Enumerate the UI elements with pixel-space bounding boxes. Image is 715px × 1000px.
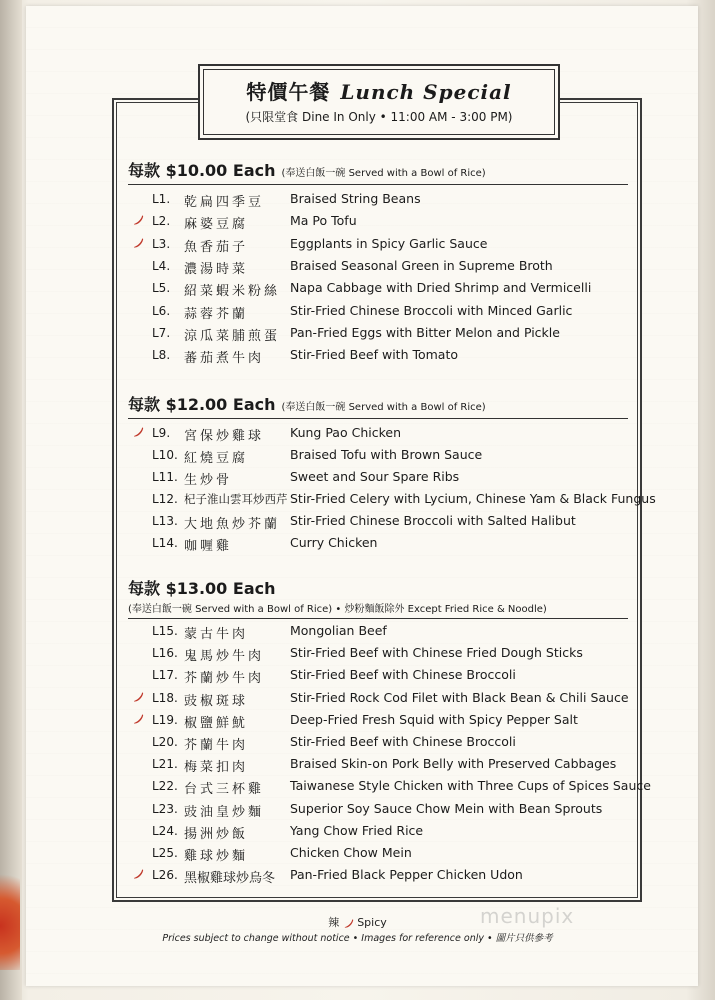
item-code: L6. — [152, 303, 171, 318]
menu-item — [120, 844, 630, 864]
title-en: Lunch Special — [340, 80, 512, 104]
item-code: L26. — [152, 868, 178, 883]
page-title — [200, 76, 558, 105]
item-name-en: Braised String Beans — [290, 191, 421, 206]
menu-item — [120, 534, 630, 554]
item-name-en: Braised Seasonal Green in Supreme Broth — [290, 257, 553, 273]
item-name-zh: 麻婆豆腐 — [184, 217, 249, 233]
section-price: 每款 $12.00 Each — [128, 395, 276, 414]
item-name-en: Pan-Fried Eggs with Bitter Melon and Pickle — [290, 324, 560, 340]
item-code: L11. — [152, 470, 178, 484]
menu-item — [120, 490, 656, 510]
item-name-zh: 紅燒豆腐 — [184, 451, 249, 466]
item-name-en: Stir-Fried Celery with Lycium, Chinese Yam & Black Fungus — [290, 491, 656, 506]
chili-icon — [132, 426, 144, 438]
item-code: L17. — [152, 668, 178, 683]
item-code: L10. — [152, 448, 178, 462]
section-price: 每款 $13.00 Each — [128, 579, 276, 598]
section-note: (奉送白飯一碗 Served with a Bowl of Rice) — [281, 168, 486, 179]
item-code: L12. — [152, 492, 178, 506]
item-code: L7. — [152, 325, 171, 340]
item-name-zh: 涼瓜菜脯煎蛋 — [184, 328, 281, 344]
item-name-en: Stir-Fried Chinese Broccoli with Salted Halibut — [290, 513, 576, 528]
item-code: L21. — [152, 757, 178, 772]
menu-item — [120, 279, 630, 299]
item-code: L16. — [152, 646, 178, 661]
menu-item — [120, 468, 630, 488]
item-name-zh: 杞子淮山雲耳炒西芹 — [184, 492, 288, 506]
item-name-zh: 黑椒雞球炒烏冬 — [184, 871, 276, 887]
item-name-zh: 蕃茄煮牛肉 — [184, 351, 265, 367]
item-name-en: Kung Pao Chicken — [290, 425, 401, 440]
item-name-zh: 紹菜蝦米粉絲 — [184, 284, 281, 300]
item-name-zh: 生炒骨 — [184, 473, 233, 488]
menu-item — [120, 622, 630, 642]
item-name-zh: 芥蘭炒牛肉 — [184, 671, 265, 687]
item-name-en: Braised Tofu with Brown Sauce — [290, 447, 483, 462]
item-name-en: Yang Chow Fried Rice — [290, 822, 424, 838]
item-code: L19. — [152, 712, 178, 727]
item-name-zh: 魚香茄子 — [184, 239, 249, 255]
item-code: L24. — [152, 823, 178, 838]
section-subnote: (奉送白飯一碗 Served with a Bowl of Rice) • 炒粉麵飯除外 Except Fried Rice & Noodle) — [128, 604, 547, 615]
item-name-en: Chicken Chow Mein — [290, 845, 412, 860]
menu-item — [120, 235, 630, 255]
item-name-zh: 蒜蓉芥蘭 — [184, 306, 249, 322]
section-header — [128, 576, 628, 619]
item-name-zh: 濃湯時菜 — [184, 261, 249, 277]
item-code: L13. — [152, 514, 178, 528]
menu-item — [120, 800, 630, 820]
menu-item — [120, 346, 630, 366]
item-name-en: Sweet and Sour Spare Ribs — [290, 469, 460, 484]
menu-item — [120, 711, 630, 731]
item-name-en: Stir-Fried Beef with Chinese Fried Dough Sticks — [290, 645, 583, 661]
item-name-zh: 揚洲炒飯 — [184, 826, 249, 842]
menu-item — [120, 512, 630, 532]
item-name-en: Deep-Fried Fresh Squid with Spicy Pepper Salt — [290, 711, 578, 727]
menu-item — [120, 424, 630, 444]
disclaimer: Prices subject to change without notice • Images for reference only • 圖片只供參考 — [162, 933, 553, 944]
item-name-en: Superior Soy Sauce Chow Mein with Bean Sprouts — [290, 800, 603, 816]
section-header — [128, 158, 628, 185]
item-code: L22. — [152, 779, 178, 794]
section-note: (奉送白飯一碗 Served with a Bowl of Rice) — [281, 402, 486, 413]
spicy-legend — [0, 914, 715, 930]
spicy-legend-en: Spicy — [357, 916, 387, 929]
item-name-en: Stir-Fried Rock Cod Filet with Black Bean & Chili Sauce — [290, 689, 629, 705]
item-code: L14. — [152, 536, 178, 550]
item-code: L23. — [152, 801, 178, 816]
menu-item — [120, 666, 630, 686]
item-name-zh: 鬼馬炒牛肉 — [184, 649, 265, 665]
item-code: L4. — [152, 258, 171, 273]
item-name-en: Stir-Fried Chinese Broccoli with Minced Garlic — [290, 302, 573, 318]
item-name-zh: 台式三杯雞 — [184, 782, 265, 798]
item-name-en: Braised Skin-on Pork Belly with Preserved Cabbages — [290, 756, 617, 772]
section-price: 每款 $10.00 Each — [128, 161, 276, 180]
item-code: L25. — [152, 846, 178, 860]
menu-item — [120, 257, 630, 277]
title-zh: 特價午餐 — [246, 80, 331, 104]
menu-item — [120, 777, 651, 798]
item-name-zh: 蒙古牛肉 — [184, 627, 249, 642]
item-name-zh: 椒鹽鮮魷 — [184, 715, 249, 731]
item-code: L18. — [152, 690, 178, 705]
menu-item — [120, 689, 630, 709]
item-name-zh: 梅菜扣肉 — [184, 760, 249, 776]
menu-item — [120, 324, 630, 344]
menu-item — [120, 733, 630, 753]
chili-icon — [343, 918, 354, 929]
chili-icon — [132, 868, 144, 880]
item-name-zh: 咖喱雞 — [184, 539, 233, 554]
chili-icon — [132, 237, 144, 249]
item-code: L1. — [152, 192, 171, 206]
item-name-en: Pan-Fried Black Pepper Chicken Udon — [290, 867, 523, 883]
menu-item — [120, 644, 630, 664]
menu-item — [120, 212, 630, 232]
item-name-en: Curry Chicken — [290, 535, 378, 550]
menu-item — [120, 822, 630, 842]
item-name-zh: 豉椒斑球 — [184, 693, 249, 709]
item-name-en: Stir-Fried Beef with Chinese Broccoli — [290, 734, 516, 749]
chili-icon — [132, 691, 144, 703]
item-name-zh: 宮保炒雞球 — [184, 429, 265, 444]
item-name-en: Taiwanese Style Chicken with Three Cups of Spices Sauce — [290, 778, 651, 794]
item-code: L8. — [152, 348, 171, 363]
item-code: L9. — [152, 426, 171, 440]
item-name-en: Stir-Fried Beef with Tomato — [290, 347, 459, 363]
chili-icon — [132, 713, 144, 725]
menu-item — [120, 302, 630, 322]
chili-icon — [132, 214, 144, 226]
item-name-zh: 乾扁四季豆 — [184, 195, 265, 210]
item-code: L2. — [152, 214, 171, 229]
item-name-zh: 雞球炒麵 — [184, 849, 249, 864]
menu-item — [120, 755, 630, 775]
item-name-zh: 芥蘭牛肉 — [184, 738, 249, 753]
item-code: L15. — [152, 624, 178, 638]
item-name-en: Stir-Fried Beef with Chinese Broccoli — [290, 667, 516, 683]
title-box — [198, 64, 560, 140]
spicy-legend-zh: 辣 — [328, 916, 340, 929]
hours-note: (只限堂食 Dine In Only • 11:00 AM - 3:00 PM) — [245, 110, 513, 124]
menu-item — [120, 866, 630, 886]
item-name-en: Napa Cabbage with Dried Shrimp and Vermicelli — [290, 280, 592, 296]
item-code: L5. — [152, 281, 171, 296]
item-name-en: Ma Po Tofu — [290, 213, 357, 229]
item-code: L3. — [152, 236, 171, 251]
item-name-zh: 豉油皇炒麵 — [184, 804, 265, 820]
sleeve-left-edge — [0, 0, 22, 1000]
item-code: L20. — [152, 735, 178, 749]
item-name-en: Eggplants in Spicy Garlic Sauce — [290, 235, 488, 251]
watermark: menupix — [480, 904, 575, 928]
menu-item — [120, 446, 630, 466]
item-name-en: Mongolian Beef — [290, 623, 387, 638]
section-header — [128, 392, 628, 419]
menu-item — [120, 190, 630, 210]
item-name-zh: 大地魚炒芥蘭 — [184, 517, 281, 532]
